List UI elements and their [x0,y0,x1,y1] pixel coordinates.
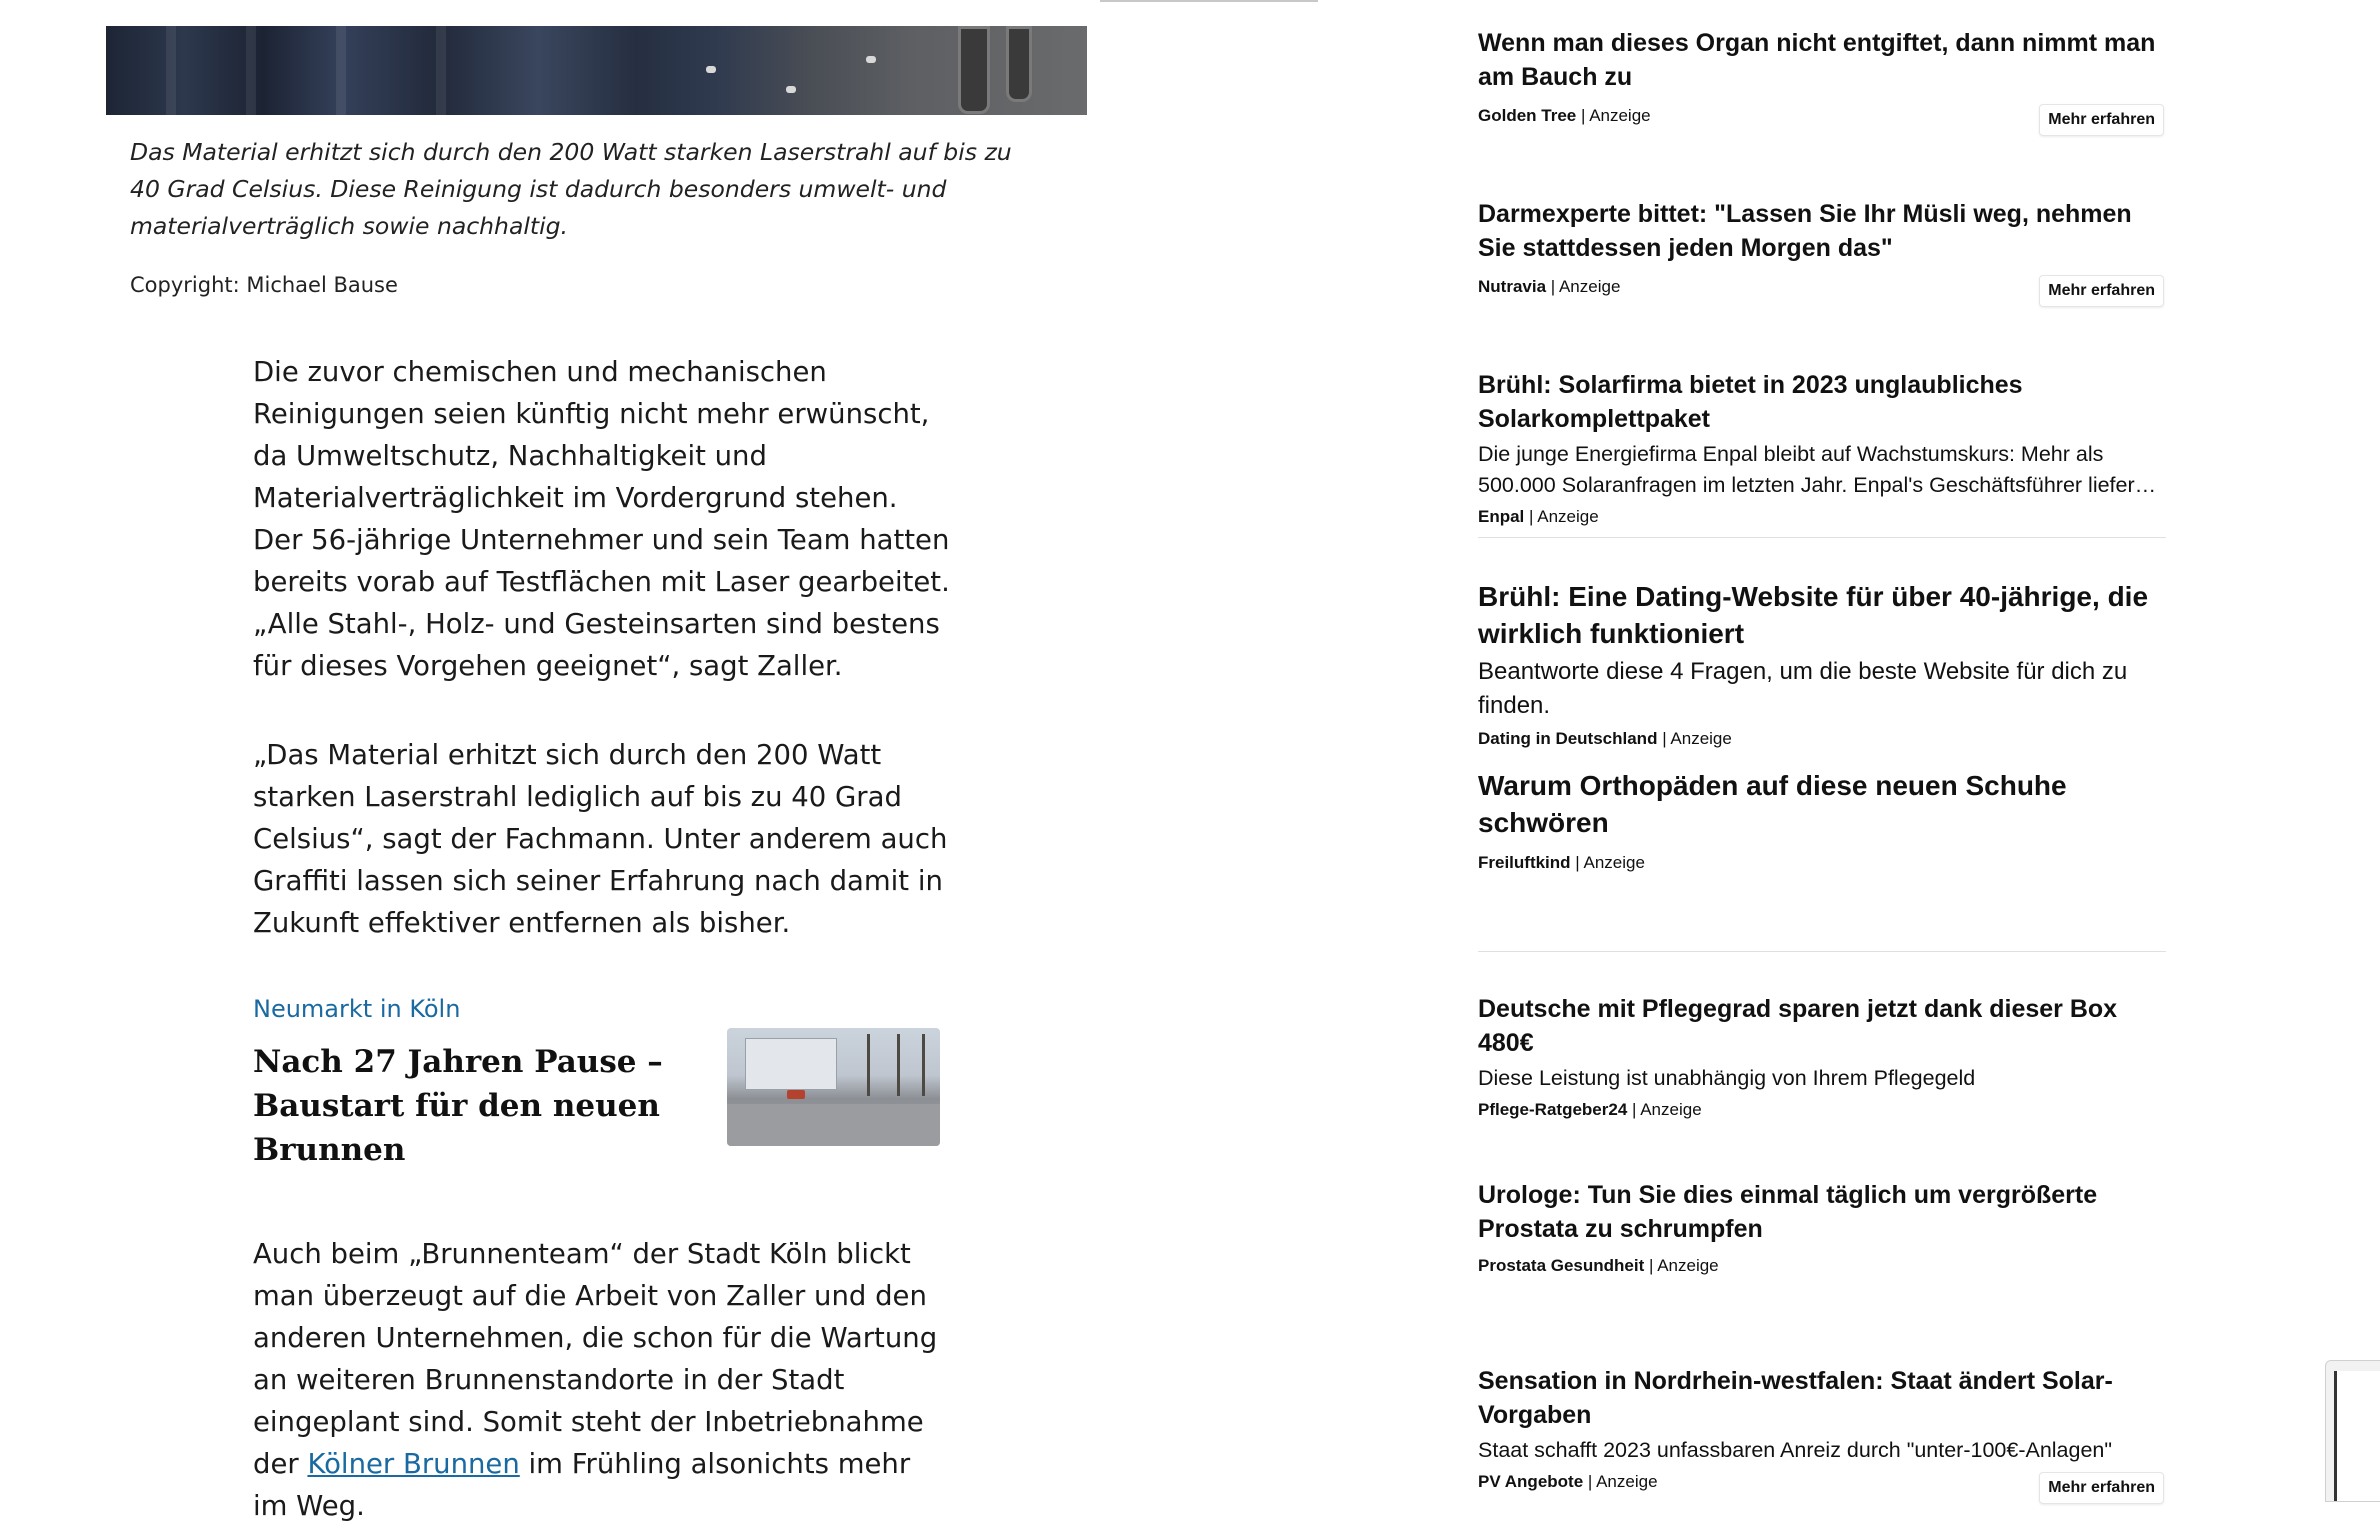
ad-title[interactable]: Brühl: Eine Dating-Website für über 40-jährige, die wirklich funktioniert [1478,581,2149,649]
ad-source: Pflege-Ratgeber24 [1478,1100,1628,1119]
ad-tag: Anzeige [1670,729,1732,748]
ad-description: Staat schafft 2023 unfassbaren Anreiz durch "unter-100€-Anlagen" [1478,1438,2113,1462]
image-copyright: Copyright: Michael Bause [130,273,398,297]
ad-tag: Anzeige [1558,277,1621,296]
ad-tag: Anzeige [1537,507,1599,526]
ad-item[interactable] [1478,578,2166,751]
ad-source: Dating in Deutschland [1478,729,1658,748]
teaser-thumbnail[interactable] [727,1028,940,1146]
ad-source: PV Angebote [1478,1472,1584,1491]
ad-title[interactable]: Deutsche mit Pflegegrad sparen jetzt dank dieser Box 480€ [1478,995,2118,1057]
ad-divider [1478,951,2166,952]
ad-source: Golden Tree [1478,106,1577,125]
ad-tag: Anzeige [1589,106,1651,125]
ad-item[interactable] [1478,1178,2166,1278]
ad-tag: Anzeige [1596,1472,1658,1491]
ad-meta: Dating in Deutschland | Anzeige [1478,729,1732,748]
ad-meta: Pflege-Ratgeber24 | Anzeige [1478,1100,1702,1119]
paragraph-text: Die zuvor chemischen und mechanischen Reinigungen seien künftig nicht mehr erwünscht, da Umweltschutz, Nachhaltigkeit und Materialverträglichkeit im Vordergrund stehen. Der 56-jährige Unternehmer und sein Team hatten bereits vorab auf Testflächen mit Laser gearbeitet. „Alle Stahl-, Holz- und Gesteinsarten sind bestens für dieses Vorgehen geeignet“, sagt Zaller. [253,356,950,682]
ad-item[interactable] [1478,992,2166,1122]
ad-meta: Golden Tree | Anzeige [1478,106,1651,125]
floating-widget[interactable] [2325,1360,2380,1502]
article-image[interactable] [106,26,1087,115]
ad-description: Beantworte diese 4 Fragen, um die beste Website für dich zu finden. [1478,658,2128,719]
ad-source: Enpal [1478,507,1525,526]
ad-meta: Prostata Gesundheit | Anzeige [1478,1256,1719,1275]
article-paragraph [253,351,953,687]
ad-item[interactable] [1478,26,2166,128]
paragraph-text: „Das Material erhitzt sich durch den 200 Watt starken Laserstrahl lediglich auf bis zu 40 Grad Celsius“, sagt der Fachmann. Unter anderem auch Graffiti lassen sich seiner Erfahrung nach damit in Zukunft effektiver entfernen als bisher. [253,739,948,939]
ad-title[interactable]: Brühl: Solarfirma bietet in 2023 unglaubliches Solarkomplettpaket [1478,371,2023,433]
ad-meta: Freiluftkind | Anzeige [1478,853,1645,872]
ad-description: Die junge Energiefirma Enpal bleibt auf Wachstumskurs: Mehr als 500.000 Solaranfragen im letzten Jahr. Enpal's Geschäftsführer liefer… [1478,442,2157,497]
article-paragraph [253,734,953,944]
ad-tag: Anzeige [1640,1100,1702,1119]
ad-divider [1478,537,2166,538]
ad-item[interactable] [1478,767,2166,875]
ad-tag: Anzeige [1657,1256,1719,1275]
ad-meta: PV Angebote | Anzeige [1478,1472,1658,1491]
ad-title[interactable]: Sensation in Nordrhein-westfalen: Staat ändert Solar-Vorgaben [1478,1367,2113,1429]
ad-item[interactable] [1478,368,2166,529]
ad-source: Prostata Gesundheit [1478,1256,1645,1275]
paragraph-text-start: Auch beim „Brunnenteam“ der Stadt Köln blickt man überzeugt auf die Arbeit von Zaller und den anderen Unternehmen, die schon für die Wartung an weiteren Brunnenstandorte in der Stadt eingeplant sind. Somit steht der Inbetriebnahme der [253,1238,938,1480]
ad-meta: Nutravia | Anzeige [1478,277,1621,296]
article-paragraph [253,1233,953,1527]
ad-title[interactable]: Darmexperte bittet: "Lassen Sie Ihr Müsli weg, nehmen Sie stattdessen jeden Morgen das" [1478,200,2132,262]
koelner-brunnen-link[interactable]: Kölner Brunnen [307,1448,520,1480]
ad-title[interactable]: Urologe: Tun Sie dies einmal täglich um vergrößerte Prostata zu schrumpfen [1478,1181,2098,1243]
ad-source: Freiluftkind [1478,853,1571,872]
ad-tag: Anzeige [1583,853,1645,872]
teaser-kicker[interactable]: Neumarkt in Köln [253,995,461,1023]
more-info-button[interactable]: Mehr erfahren [2039,1472,2164,1504]
paragraph-text-end: im Frühling alsonichts mehr im Weg. [253,1448,911,1522]
ad-description: Diese Leistung ist unabhängig von Ihrem Pflegegeld [1478,1066,1976,1090]
ad-item[interactable] [1478,197,2166,299]
ad-title[interactable]: Wenn man dieses Organ nicht entgiftet, dann nimmt man am Bauch zu [1478,29,2156,91]
more-info-button[interactable]: Mehr erfahren [2039,104,2164,136]
top-scroll-indicator [1100,0,1318,2]
teaser-title[interactable]: Nach 27 Jahren Pause – Baustart für den neuen Brunnen [253,1044,663,1168]
ad-meta: Enpal | Anzeige [1478,507,1599,526]
image-caption: Das Material erhitzt sich durch den 200 Watt starken Laserstrahl auf bis zu 40 Grad Celsius. Diese Reinigung ist dadurch besonders umwelt- und materialverträglich sowie nachhaltig. [130,138,1012,240]
ad-item[interactable] [1478,1364,2166,1494]
more-info-button[interactable]: Mehr erfahren [2039,275,2164,307]
ad-source: Nutravia [1478,277,1547,296]
paragraph-text [253,1233,953,1527]
ad-title[interactable]: Warum Orthopäden auf diese neuen Schuhe schwören [1478,770,2067,838]
